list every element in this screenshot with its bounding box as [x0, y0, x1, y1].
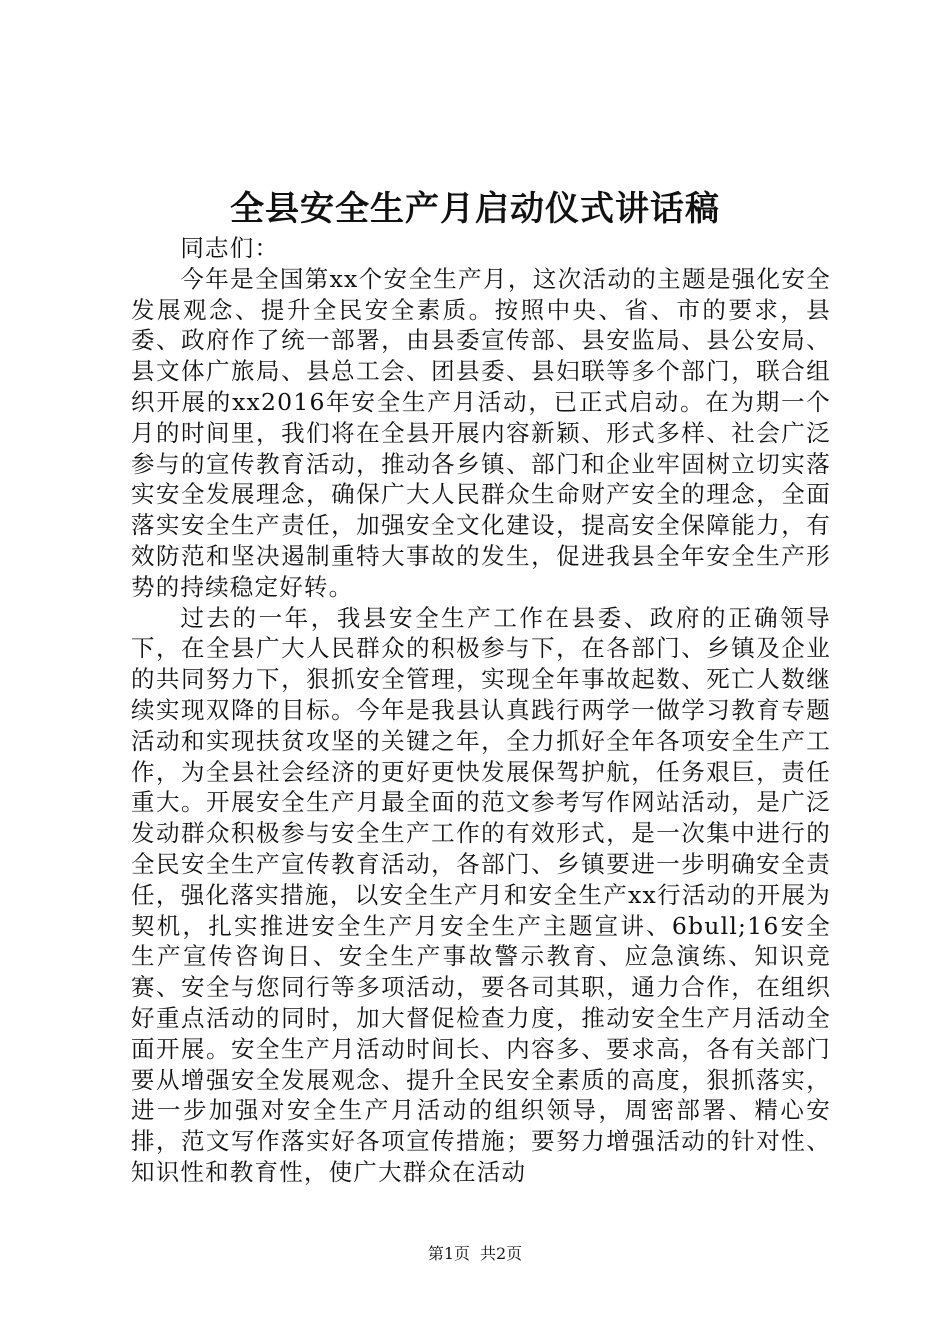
document-body: [131, 233, 831, 1188]
page-number: 第1页: [427, 1244, 470, 1263]
document-title: 全县安全生产月启动仪式讲话稿: [230, 189, 720, 229]
salutation: 同志们：: [180, 234, 280, 262]
page-total: 共2页: [480, 1244, 523, 1263]
paragraph-1: 今年是全国第xx个安全生产月，这次活动的主题是强化安全发展观念、提升全民安全素质。按照中央、省、市的要求，县委、政府作了统一部署，由县委宣传部、县安监局、县公安局、县文体广旅局、县总工会、团县委、县妇联等多个部门，联合组织开展的xx2016年安全生产月活动，已正式启动。在为期一个月的时间里，我们将在全县开展内容新颖、形式多样、社会广泛参与的宣传教育活动，推动各乡镇、部门和企业牢固树立切实落实安全发展理念，确保广大人民群众生命财产安全的理念，全面落实安全生产责任，加强安全文化建设，提高安全保障能力，有效防范和坚决遏制重特大事故的发生，促进我县全年安全生产形势的持续稳定好转。: [131, 264, 831, 601]
page-footer: [0, 1244, 950, 1264]
paragraph-2: 过去的一年，我县安全生产工作在县委、政府的正确领导下，在全县广大人民群众的积极参与下，在各部门、乡镇及企业的共同努力下，狠抓安全管理，实现全年事故起数、死亡人数继续实现双降的目标。今年是我县认真践行两学一做学习教育专题活动和实现扶贫攻坚的关键之年，全力抓好全年各项安全生产工作，为全县社会经济的更好更快发展保驾护航，任务艰巨，责任重大。开展安全生产月最全面的范文参考写作网站活动，是广泛发动群众积极参与安全生产工作的有效形式，是一次集中进行的全民安全生产宣传教育活动，各部门、乡镇要进一步明确安全责任，强化落实措施，以安全生产月和安全生产xx行活动的开展为契机，扎实推进安全生产月安全生产主题宣讲、6bull;16安全生产宣传咨询日、安全生产事故警示教育、应急演练、知识竞赛、安全与您同行等多项活动，要各司其职，通力合作，在组织好重点活动的同时，加大督促检查力度，推动安全生产月活动全面开展。安全生产月活动时间长、内容多、要求高，各有关部门要从增强安全发展观念、提升全民安全素质的高度，狠抓落实，进一步加强对安全生产月活动的组织领导，周密部署、精心安排，范文写作落实好各项宣传措施；要努力增强活动的针对性、知识性和教育性，使广大群众在活动: [131, 603, 831, 1186]
